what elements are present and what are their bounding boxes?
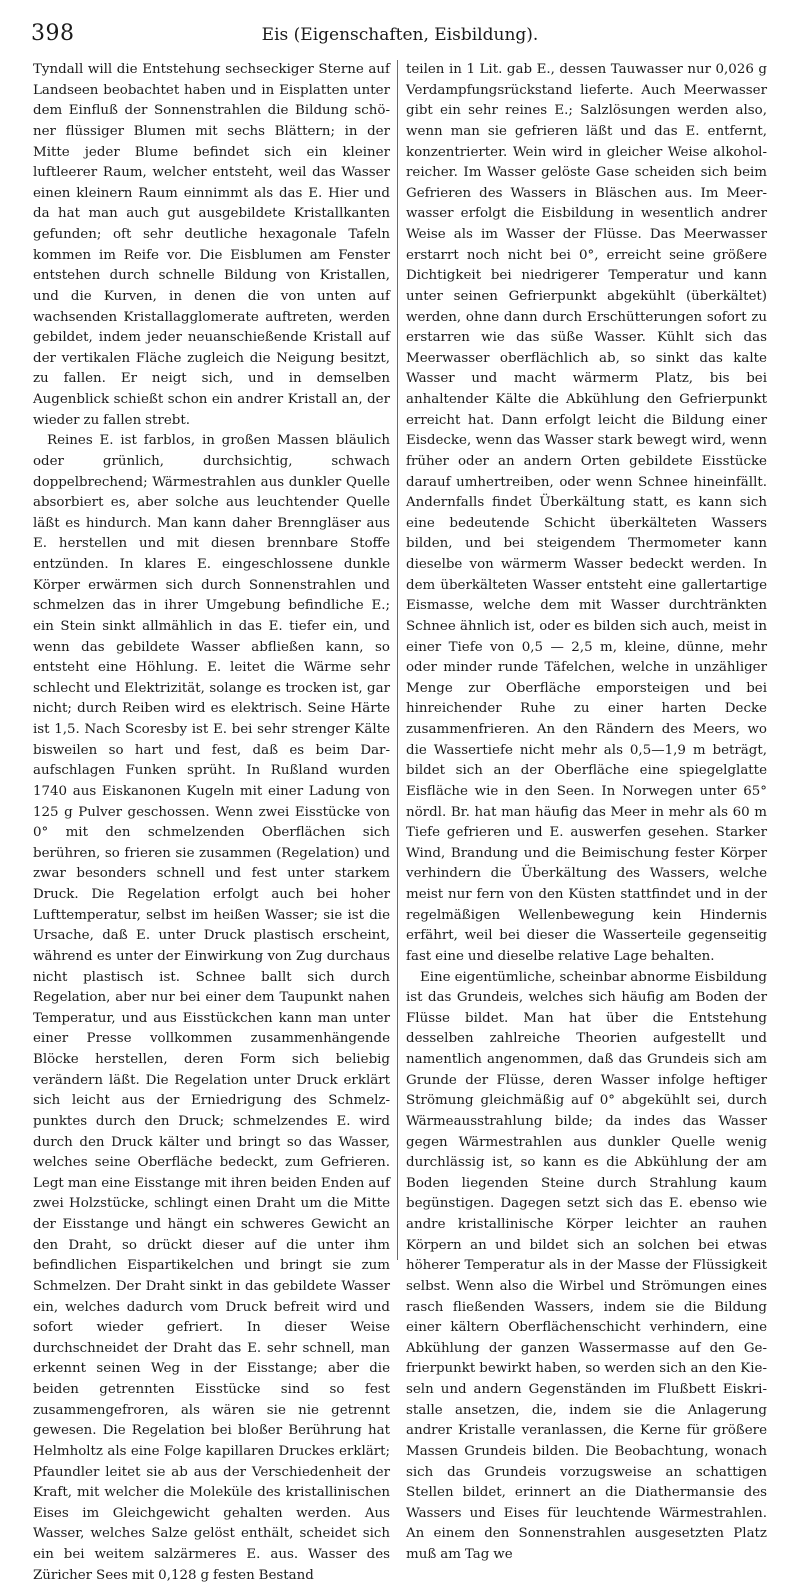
paragraph: Eine eigentümliche, scheinbar abnorme Eisbildung ist das Grundeis, welches sich häufig am Boden der Flüsse bildet. Man hat über die Entstehung desselben zahlreiche Theorien aufgestellt und namentlich angenommen, daß das Grundeis sich am Grunde der Flüsse, deren Wasser infolge heftiger Strömung gleichmäßig auf 0° abgekühlt sei, durch Wärmeausstrahlung bilde; da indes das Wasser gegen Wärmestrahlen aus dunkler Quelle wenig durchlässig ist, so kann es die Abkühlung der am Boden liegenden Steine durch Strahlung kaum begünstigen. Dagegen setzt sich das E. ebenso wie andre kristallinische Körper leichter an rauhen Körpern an und bildet sich an solchen bei etwas höherer Temperatur als in der Masse der Flüssigkeit selbst. Wenn also die Wirbel und Strömungen eines rasch fließenden Wassers, indem sie die Bildung einer kältern Oberflächenschicht verhindern, eine Abkühlung der ganzen Wassermasse auf den Gefrierpunkt bewirkt haben, so werden sich an den Kieseln und andern Gegenständen im Flußbett Eiskristalle ansetzen, die, indem sie die Anlagerung andrer Kristalle veranlassen, die Kerne für größere Massen Grundeis bilden. Die Beobachtung, wonach sich das Grundeis vorzugsweise an schattigen Stellen bildet, erinnert an die Diathermansie des Wassers und Eises für leuchtende Wärmestrahlen. An einem den Sonnenstrahlen ausgesetzten Platz muß am Tag we [406, 969, 767, 1562]
page-number: 398 [31, 21, 75, 46]
column-divider [397, 60, 398, 1260]
text-column-right [406, 60, 767, 1562]
paragraph: teilen in 1 Lit. gab E., dessen Tauwasser nur 0,026 g Verdampfungsrückstand lieferte. Auch Meerwasser gibt ein sehr reines E.; Salzlösungen werden also, wenn man sie gefrieren läßt und das E. entfernt, konzentrierter. Wein wird in gleicher Weise alkoholreicher. Im Wasser gelöste Gase scheiden sich beim Gefrieren des Wassers in Bläschen aus. Im Meerwasser erfolgt die Eisbildung in wesentlich andrer Weise als im Wasser der Flüsse. Das Meerwasser erstarrt noch nicht bei 0°, erreicht seine größere Dichtigkeit bei niedrigerer Temperatur und kann unter seinen Gefrierpunkt abgekühlt (überkältet) werden, ohne dann durch Erschütterungen sofort zu erstarren wie das süße Wasser. Kühlt sich das Meerwasser oberflächlich ab, so sinkt das kalte Wasser und macht wärmerm Platz, bis bei anhaltender Kälte die Abkühlung den Gefrierpunkt erreicht hat. Dann erfolgt leicht die Bildung einer Eisdecke, wenn das Wasser stark bewegt wird, wenn früher oder an andern Orten gebildete Eisstücke darauf umhertreiben, oder wenn Schnee hineinfällt. Andernfalls findet Überkältung statt, es kann sich eine bedeutende Schicht überkälteten Wassers bilden, und bei steigendem Thermometer kann dieselbe von wärmerm Wasser bedeckt werden. In dem überkälteten Wasser entsteht eine gallertartige Eismasse, welche dem mit Wasser durchtränkten Schnee ähnlich ist, oder es bilden sich auch, meist in einer Tiefe von 0,5 — 2,5 m, kleine, dünne, mehr oder minder runde Täfelchen, welche in unzähliger Menge zur Oberfläche emporsteigen und bei hinreichender Ruhe zu einer harten Decke zusammenfrieren. An den Rändern des Meers, wo die Wassertiefe nicht mehr als 0,5—1,9 m beträgt, bildet sich an der Oberfläche eine spiegelglatte Eisfläche wie in den Seen. In Norwegen unter 65° nördl. Br. hat man häufig das Meer in mehr als 60 m Tiefe gefrieren und E. auswerfen gesehen. Starker Wind, Brandung und die Beimischung fester Körper verhindern die Überkältung des Wassers, welche meist nur fern von den Küsten stattfindet und in der regelmäßigen Wellenbewegung kein Hindernis erfährt, weil bei dieser die Wasserteile gegenseitig fast eine und dieselbe relative Lage behalten. [406, 62, 767, 964]
paragraph: Tyndall will die Entstehung sechseckiger Sterne auf Landseen beobachtet haben und in Eisplatten unter dem Einfluß der Sonnenstrahlen die Bildung schöner flüssiger Blumen mit sechs Blättern; in der Mitte jeder Blume befindet sich ein kleiner luftleerer Raum, welcher entsteht, weil das Wasser einen kleinern Raum einnimmt als das E. Hier und da hat man auch gut ausgebildete Kristallkanten gefunden; oft sehr deutliche hexagonale Tafeln kommen im Reife vor. Die Eisblumen am Fenster entstehen durch schnelle Bildung von Kristallen, und die Kurven, in denen die von unten auf wachsenden Kristallagglomerate auftreten, werden gebildet, indem jeder neuanschießende Kristall auf der vertikalen Fläche zugleich die Neigung besitzt, zu fallen. Er neigt sich, und in demselben Augenblick schießt schon ein andrer Kristall an, der wieder zu fallen strebt. [33, 62, 390, 428]
text-column-left [33, 60, 390, 1583]
running-head: Eis (Eigenschaften, Eisbildung). [261, 25, 539, 45]
page-header [0, 0, 800, 50]
paragraph: Reines E. ist farblos, in großen Massen bläulich oder grünlich, durchsichtig, schwach doppelbrechend; Wärmestrahlen aus dunkler Quelle absorbiert es, aber solche aus leuchtender Quelle läßt es hindurch. Man kann daher Brenngläser aus E. herstellen und mit diesen brennbare Stoffe entzünden. In klares E. eingeschlossene dunkle Körper erwärmen sich durch Sonnenstrahlen und schmelzen das in ihrer Umgebung befindliche E.; ein Stein sinkt allmählich in das E. tiefer ein, und wenn das gebildete Wasser abfließen kann, so entsteht eine Höhlung. E. leitet die Wärme sehr schlecht und Elektrizität, solange es trocken ist, gar nicht; durch Reiben wird es elektrisch. Seine Härte ist 1,5. Nach Scoresby ist E. bei sehr strenger Kälte bisweilen so hart und fest, daß es beim Daraufschlagen Funken sprüht. In Rußland wurden 1740 aus Eiskanonen Kugeln mit einer Ladung von 125 g Pulver geschossen. Wenn zwei Eisstücke von 0° mit den schmelzenden Oberflächen sich berühren, so frieren sie zusammen (Regelation) und zwar besonders schnell und fest unter starkem Druck. Die Regelation erfolgt auch bei hoher Lufttemperatur, selbst im heißen Wasser; sie ist die Ursache, daß E. unter Druck plastisch erscheint, während es unter der Einwirkung von Zug durchaus nicht plastisch ist. Schnee ballt sich durch Regelation, aber nur bei einer dem Taupunkt nahen Temperatur, und aus Eisstückchen kann man unter einer Presse vollkommen zusammenhängende Blöcke herstellen, deren Form sich beliebig verändern läßt. Die Regelation unter Druck erklärt sich leicht aus der Erniedrigung des Schmelzpunktes durch den Druck; schmelzendes E. wird durch den Druck kälter und bringt so das Wasser, welches seine Oberfläche bedeckt, zum Gefrieren. Legt man eine Eisstange mit ihren beiden Enden auf zwei Holzstücke, schlingt einen Draht um die Mitte der Eisstange und hängt ein schweres Gewicht an den Draht, so drückt dieser auf die unter ihm befindlichen Eispartikelchen und bringt sie zum Schmelzen. Der Draht sinkt in das gebildete Wasser ein, welches dadurch vom Druck befreit wird und sofort wieder gefriert. In dieser Weise durchschneidet der Draht das E. sehr schnell, man erkennt seinen Weg in der Eisstange; aber die beiden getrennten Eisstücke sind so fest zusammengefroren, als wären sie nie getrennt gewesen. Die Regelation bei bloßer Berührung hat Helmholtz als eine Folge kapillaren Druckes erklärt; Pfaundler leitet sie ab aus der Verschiedenheit der Kraft, mit welcher die Moleküle des kristallinischen Eises im Gleichgewicht gehalten werden. Aus Wasser, welches Salze gelöst enthält, scheidet sich ein bei weitem salzärmeres E. aus. Wasser des Züricher Sees mit 0,128 g festen Bestand [33, 433, 390, 1583]
